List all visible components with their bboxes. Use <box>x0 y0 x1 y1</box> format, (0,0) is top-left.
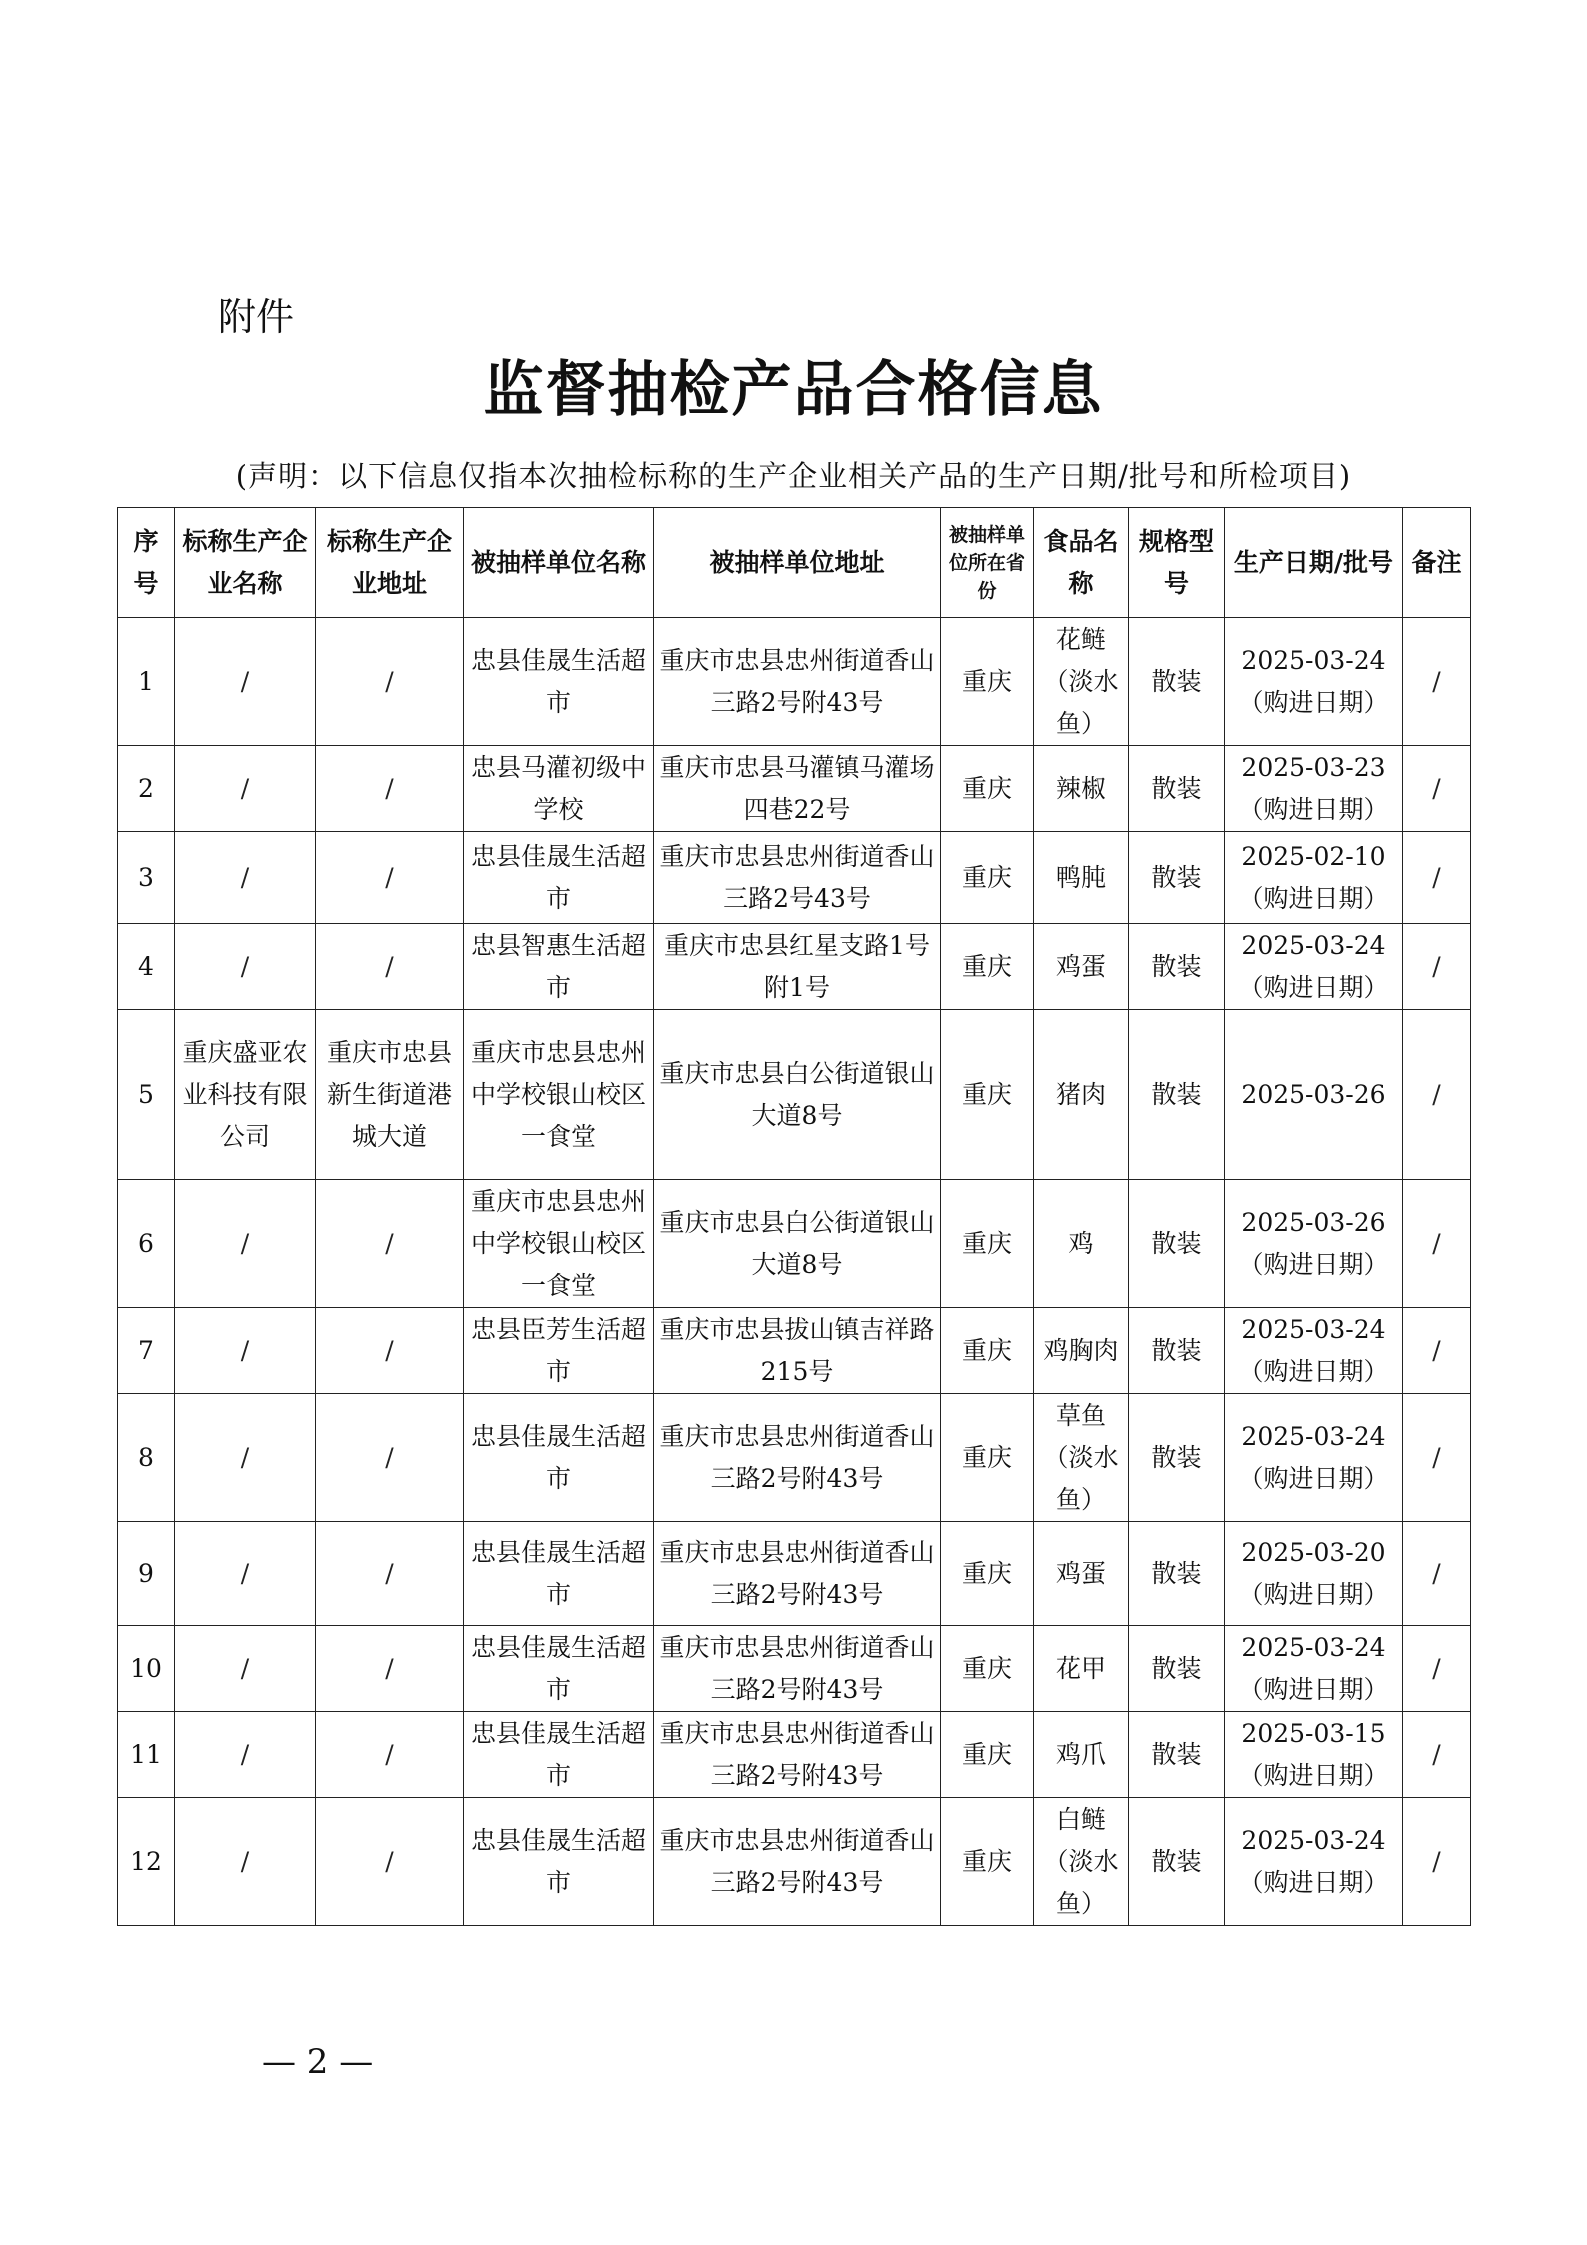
header-cell: 标称生产企业名称 <box>175 508 316 618</box>
cell-no: 10 <box>118 1626 175 1712</box>
cell-unit-addr: 重庆市忠县忠州街道香山三路2号43号 <box>654 832 941 924</box>
cell-food: 花甲 <box>1034 1626 1129 1712</box>
cell-food: 鸡爪 <box>1034 1712 1129 1798</box>
cell-remark: / <box>1403 1626 1471 1712</box>
cell-remark: / <box>1403 1308 1471 1394</box>
table-row <box>118 1010 1471 1180</box>
cell-no: 3 <box>118 832 175 924</box>
cell-province: 重庆 <box>941 832 1034 924</box>
page-title: 监督抽检产品合格信息 <box>483 355 1104 425</box>
cell-food: 鸡胸肉 <box>1034 1308 1129 1394</box>
cell-spec: 散装 <box>1129 1394 1225 1522</box>
attachment-label: 附件 <box>218 295 295 339</box>
page-number: — 2 — <box>262 2042 374 2082</box>
cell-province: 重庆 <box>941 1308 1034 1394</box>
cell-date: 2025-03-24（购进日期） <box>1225 924 1403 1010</box>
cell-spec: 散装 <box>1129 832 1225 924</box>
table-row <box>118 1308 1471 1394</box>
header-cell: 标称生产企业地址 <box>316 508 464 618</box>
cell-unit-addr: 重庆市忠县忠州街道香山三路2号附43号 <box>654 1798 941 1926</box>
header-cell: 食品名称 <box>1034 508 1129 618</box>
cell-unit-name: 忠县智惠生活超市 <box>464 924 654 1010</box>
header-cell: 被抽样单位地址 <box>654 508 941 618</box>
cell-spec: 散装 <box>1129 746 1225 832</box>
header-cell: 备注 <box>1403 508 1471 618</box>
cell-food: 鸡蛋 <box>1034 924 1129 1010</box>
cell-remark: / <box>1403 924 1471 1010</box>
cell-mfr-addr: / <box>316 1180 464 1308</box>
cell-food: 鸡 <box>1034 1180 1129 1308</box>
cell-spec: 散装 <box>1129 618 1225 746</box>
cell-unit-addr: 重庆市忠县忠州街道香山三路2号附43号 <box>654 1626 941 1712</box>
cell-province: 重庆 <box>941 1010 1034 1180</box>
cell-province: 重庆 <box>941 1394 1034 1522</box>
cell-unit-name: 忠县佳晟生活超市 <box>464 1712 654 1798</box>
table-row <box>118 1394 1471 1522</box>
cell-unit-name: 忠县马灌初级中学校 <box>464 746 654 832</box>
table-row <box>118 1626 1471 1712</box>
cell-food: 辣椒 <box>1034 746 1129 832</box>
cell-date: 2025-03-26（购进日期） <box>1225 1180 1403 1308</box>
cell-unit-addr: 重庆市忠县忠州街道香山三路2号附43号 <box>654 1522 941 1626</box>
cell-food: 猪肉 <box>1034 1010 1129 1180</box>
cell-mfr-name: / <box>175 924 316 1010</box>
cell-unit-addr: 重庆市忠县白公街道银山大道8号 <box>654 1180 941 1308</box>
table-row <box>118 1180 1471 1308</box>
table-row <box>118 746 1471 832</box>
cell-unit-name: 忠县佳晟生活超市 <box>464 1798 654 1926</box>
cell-remark: / <box>1403 1394 1471 1522</box>
cell-spec: 散装 <box>1129 1522 1225 1626</box>
cell-unit-name: 忠县臣芳生活超市 <box>464 1308 654 1394</box>
cell-spec: 散装 <box>1129 1010 1225 1180</box>
cell-remark: / <box>1403 832 1471 924</box>
cell-remark: / <box>1403 1712 1471 1798</box>
cell-unit-addr: 重庆市忠县忠州街道香山三路2号附43号 <box>654 618 941 746</box>
cell-spec: 散装 <box>1129 1712 1225 1798</box>
cell-mfr-addr: / <box>316 924 464 1010</box>
cell-mfr-name: / <box>175 1626 316 1712</box>
cell-no: 8 <box>118 1394 175 1522</box>
cell-no: 12 <box>118 1798 175 1926</box>
cell-no: 7 <box>118 1308 175 1394</box>
cell-remark: / <box>1403 1522 1471 1626</box>
cell-food: 白鲢（淡水鱼） <box>1034 1798 1129 1926</box>
cell-remark: / <box>1403 1180 1471 1308</box>
cell-date: 2025-03-24（购进日期） <box>1225 1394 1403 1522</box>
cell-date: 2025-03-20（购进日期） <box>1225 1522 1403 1626</box>
cell-spec: 散装 <box>1129 924 1225 1010</box>
table-row <box>118 1798 1471 1926</box>
cell-date: 2025-03-24（购进日期） <box>1225 1626 1403 1712</box>
cell-food: 草鱼（淡水鱼） <box>1034 1394 1129 1522</box>
cell-unit-name: 重庆市忠县忠州中学校银山校区一食堂 <box>464 1010 654 1180</box>
cell-spec: 散装 <box>1129 1180 1225 1308</box>
cell-unit-name: 忠县佳晟生活超市 <box>464 1522 654 1626</box>
cell-unit-name: 忠县佳晟生活超市 <box>464 618 654 746</box>
cell-unit-addr: 重庆市忠县白公街道银山大道8号 <box>654 1010 941 1180</box>
cell-province: 重庆 <box>941 746 1034 832</box>
cell-unit-name: 重庆市忠县忠州中学校银山校区一食堂 <box>464 1180 654 1308</box>
cell-date: 2025-03-24（购进日期） <box>1225 1308 1403 1394</box>
cell-food: 花鲢（淡水鱼） <box>1034 618 1129 746</box>
cell-spec: 散装 <box>1129 1626 1225 1712</box>
header-cell: 序号 <box>118 508 175 618</box>
cell-province: 重庆 <box>941 1798 1034 1926</box>
cell-province: 重庆 <box>941 1626 1034 1712</box>
header-cell: 规格型号 <box>1129 508 1225 618</box>
cell-unit-name: 忠县佳晟生活超市 <box>464 1626 654 1712</box>
cell-mfr-addr: / <box>316 1308 464 1394</box>
header-cell: 生产日期/批号 <box>1225 508 1403 618</box>
cell-mfr-addr: / <box>316 1394 464 1522</box>
cell-mfr-addr: / <box>316 1712 464 1798</box>
cell-mfr-name: / <box>175 832 316 924</box>
cell-date: 2025-03-15（购进日期） <box>1225 1712 1403 1798</box>
table-row <box>118 832 1471 924</box>
cell-remark: / <box>1403 618 1471 746</box>
cell-unit-addr: 重庆市忠县忠州街道香山三路2号附43号 <box>654 1712 941 1798</box>
cell-no: 5 <box>118 1010 175 1180</box>
table-body <box>118 618 1471 1926</box>
cell-no: 1 <box>118 618 175 746</box>
cell-mfr-addr: 重庆市忠县新生街道港城大道 <box>316 1010 464 1180</box>
cell-no: 4 <box>118 924 175 1010</box>
cell-no: 2 <box>118 746 175 832</box>
cell-mfr-name: / <box>175 618 316 746</box>
cell-date: 2025-03-23（购进日期） <box>1225 746 1403 832</box>
cell-remark: / <box>1403 1798 1471 1926</box>
cell-remark: / <box>1403 1010 1471 1180</box>
cell-food: 鸭肫 <box>1034 832 1129 924</box>
cell-mfr-name: / <box>175 1798 316 1926</box>
table-row <box>118 1522 1471 1626</box>
table-row <box>118 1712 1471 1798</box>
cell-no: 9 <box>118 1522 175 1626</box>
cell-no: 11 <box>118 1712 175 1798</box>
cell-mfr-name: / <box>175 746 316 832</box>
header-cell: 被抽样单位所在省份 <box>941 508 1034 618</box>
table-row <box>118 618 1471 746</box>
cell-date: 2025-03-24（购进日期） <box>1225 1798 1403 1926</box>
cell-mfr-name: / <box>175 1308 316 1394</box>
cell-mfr-name: / <box>175 1180 316 1308</box>
header-cell: 被抽样单位名称 <box>464 508 654 618</box>
cell-remark: / <box>1403 746 1471 832</box>
cell-no: 6 <box>118 1180 175 1308</box>
cell-province: 重庆 <box>941 924 1034 1010</box>
cell-unit-name: 忠县佳晟生活超市 <box>464 1394 654 1522</box>
disclaimer-note: (声明：以下信息仅指本次抽检标称的生产企业相关产品的生产日期/批号和所检项目) <box>235 459 1352 493</box>
cell-unit-addr: 重庆市忠县拔山镇吉祥路215号 <box>654 1308 941 1394</box>
cell-date: 2025-03-24（购进日期） <box>1225 618 1403 746</box>
cell-mfr-addr: / <box>316 1522 464 1626</box>
cell-date: 2025-03-26 <box>1225 1010 1403 1180</box>
cell-province: 重庆 <box>941 1180 1034 1308</box>
cell-mfr-name: / <box>175 1394 316 1522</box>
cell-province: 重庆 <box>941 1522 1034 1626</box>
inspection-table <box>117 507 1471 1926</box>
table-row <box>118 924 1471 1010</box>
cell-unit-name: 忠县佳晟生活超市 <box>464 832 654 924</box>
header-row <box>118 508 1471 618</box>
cell-mfr-addr: / <box>316 1626 464 1712</box>
cell-mfr-name: / <box>175 1712 316 1798</box>
cell-mfr-name: / <box>175 1522 316 1626</box>
cell-unit-addr: 重庆市忠县忠州街道香山三路2号附43号 <box>654 1394 941 1522</box>
cell-mfr-name: 重庆盛亚农业科技有限公司 <box>175 1010 316 1180</box>
cell-spec: 散装 <box>1129 1798 1225 1926</box>
cell-mfr-addr: / <box>316 832 464 924</box>
cell-date: 2025-02-10（购进日期） <box>1225 832 1403 924</box>
cell-unit-addr: 重庆市忠县马灌镇马灌场四巷22号 <box>654 746 941 832</box>
cell-food: 鸡蛋 <box>1034 1522 1129 1626</box>
cell-spec: 散装 <box>1129 1308 1225 1394</box>
cell-mfr-addr: / <box>316 618 464 746</box>
cell-mfr-addr: / <box>316 746 464 832</box>
cell-mfr-addr: / <box>316 1798 464 1926</box>
cell-unit-addr: 重庆市忠县红星支路1号附1号 <box>654 924 941 1010</box>
cell-province: 重庆 <box>941 1712 1034 1798</box>
cell-province: 重庆 <box>941 618 1034 746</box>
